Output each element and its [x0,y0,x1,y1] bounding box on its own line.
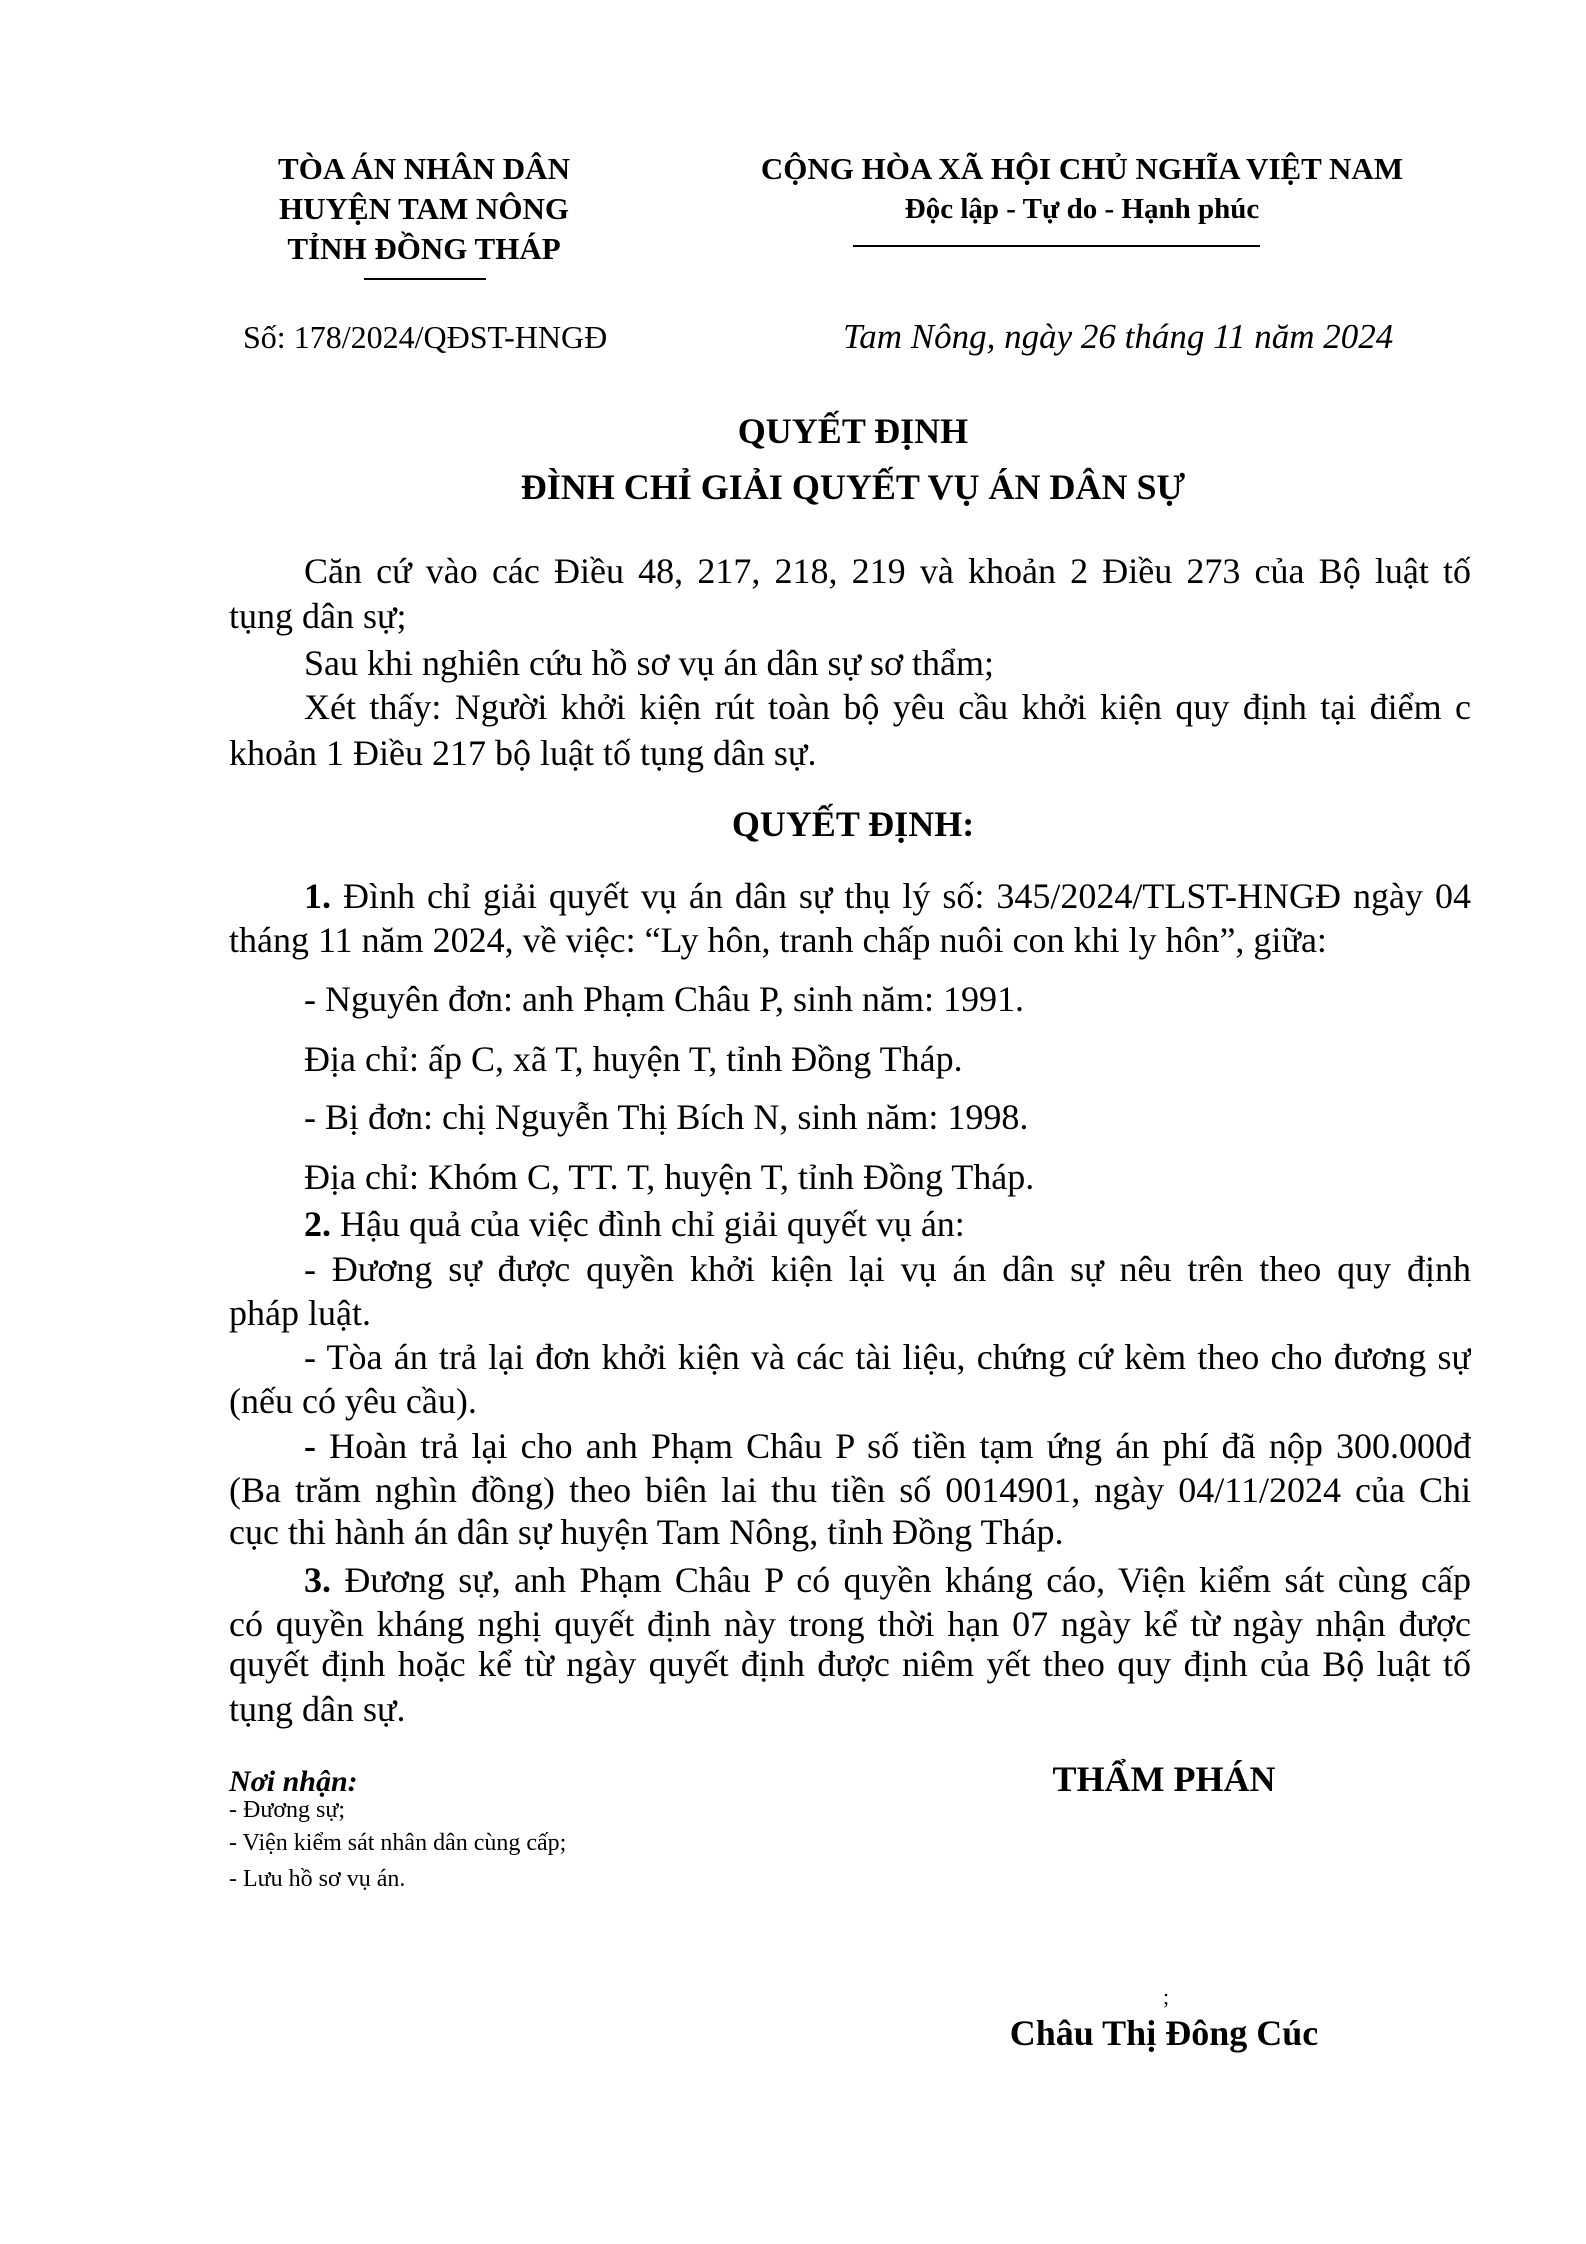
signer-name: Châu Thị Đông Cúc [1009,2013,1319,2053]
section-2 [304,1202,965,1246]
preamble-finding: Xét thấy: Người khởi kiện rút toàn bộ yêu cầu khởi kiện quy định tại điểm c [304,687,1471,727]
section-3-cont-2: quyết định hoặc kể từ ngày quyết định được niêm yết theo quy định của Bộ luật tố [229,1644,1471,1684]
defendant: - Bị đơn: chị Nguyễn Thị Bích N, sinh năm: 1998. [304,1097,1029,1137]
recipient-item: - Viện kiểm sát nhân dân cùng cấp; [229,1830,567,1856]
court-name-line-3: TỈNH ĐỒNG THÁP [287,231,561,266]
nation-title: CỘNG HÒA XÃ HỘI CHỦ NGHĨA VIỆT NAM [760,151,1404,186]
document-title: QUYẾT ĐỊNH [737,411,969,451]
document-subtitle: ĐÌNH CHỈ GIẢI QUYẾT VỤ ÁN DÂN SỰ [520,467,1186,507]
signer-role: THẨM PHÁN [1052,1759,1276,1799]
section-3 [304,1558,1471,1602]
section-2-text: Hậu quả của việc đình chỉ giải quyết vụ án: [331,1204,965,1244]
section-1-text: Đình chỉ giải quyết vụ án dân sự thụ lý số: 345/2024/TLST-HNGĐ ngày 04 [331,876,1471,916]
section-2c [304,1424,1471,1468]
plaintiff-address: Địa chỉ: ấp C, xã T, huyện T, tỉnh Đồng Tháp. [304,1039,963,1079]
section-3-number: 3. [304,1560,331,1600]
recipients-label: Nơi nhận: [229,1765,358,1798]
recipient-item: - Lưu hồ sơ vụ án. [229,1866,406,1892]
place-date: Tam Nông, ngày 26 tháng 11 năm 2024 [843,317,1394,356]
section-2c-cont-2: cục thi hành án dân sự huyện Tam Nông, tỉnh Đồng Tháp. [229,1512,1064,1552]
section-1-cont: tháng 11 năm 2024, về việc: “Ly hôn, tranh chấp nuôi con khi ly hôn”, giữa: [229,920,1327,960]
section-2c-text: Hoàn trả lại cho anh Phạm Châu P số tiền tạm ứng án phí đã nộp 300.000đ [316,1426,1471,1466]
decision-heading: QUYẾT ĐỊNH: [731,804,975,844]
section-2b: - Tòa án trả lại đơn khởi kiện và các tài liệu, chứng cứ kèm theo cho đương sự [304,1337,1471,1377]
plaintiff: - Nguyên đơn: anh Phạm Châu P, sinh năm: 1991. [304,979,1024,1019]
section-1 [304,874,1471,918]
section-2a-cont: pháp luật. [229,1293,371,1333]
preamble-basis: Căn cứ vào các Điều 48, 217, 218, 219 và khoản 2 Điều 273 của Bộ luật tố [304,551,1471,591]
court-divider [364,278,486,280]
motto-divider [853,245,1260,247]
section-1-number: 1. [304,876,331,916]
defendant-address: Địa chỉ: Khóm C, TT. T, huyện T, tỉnh Đồng Tháp. [304,1157,1035,1197]
section-2c-cont-1: (Ba trăm nghìn đồng) theo biên lai thu tiền số 0014901, ngày 04/11/2024 của Chi [229,1470,1471,1510]
section-3-cont-1: có quyền kháng nghị quyết định này trong thời hạn 07 ngày kể từ ngày nhận được [229,1604,1471,1644]
court-name-line-1: TÒA ÁN NHÂN DÂN [278,151,570,186]
section-3-cont-3: tụng dân sự. [229,1689,406,1729]
nation-motto: Độc lập - Tự do - Hạnh phúc [904,193,1260,225]
section-2a: - Đương sự được quyền khởi kiện lại vụ án dân sự nêu trên theo quy định [304,1249,1471,1289]
section-2b-cont: (nếu có yêu cầu). [229,1381,477,1421]
signature-mark: ; [1162,1984,1170,2009]
recipient-item: - Đương sự; [229,1797,346,1823]
section-3-text: Đương sự, anh Phạm Châu P có quyền kháng cáo, Viện kiểm sát cùng cấp [331,1560,1471,1600]
section-2c-dash: - [304,1426,316,1466]
preamble-review: Sau khi nghiên cứu hồ sơ vụ án dân sự sơ thẩm; [304,643,995,683]
decision-number: Số: 178/2024/QĐST-HNGĐ [243,319,608,355]
section-2-number: 2. [304,1204,331,1244]
court-name-line-2: HUYỆN TAM NÔNG [279,191,569,226]
preamble-basis-cont: tụng dân sự; [229,596,407,636]
preamble-finding-cont: khoản 1 Điều 217 bộ luật tố tụng dân sự. [229,733,817,773]
